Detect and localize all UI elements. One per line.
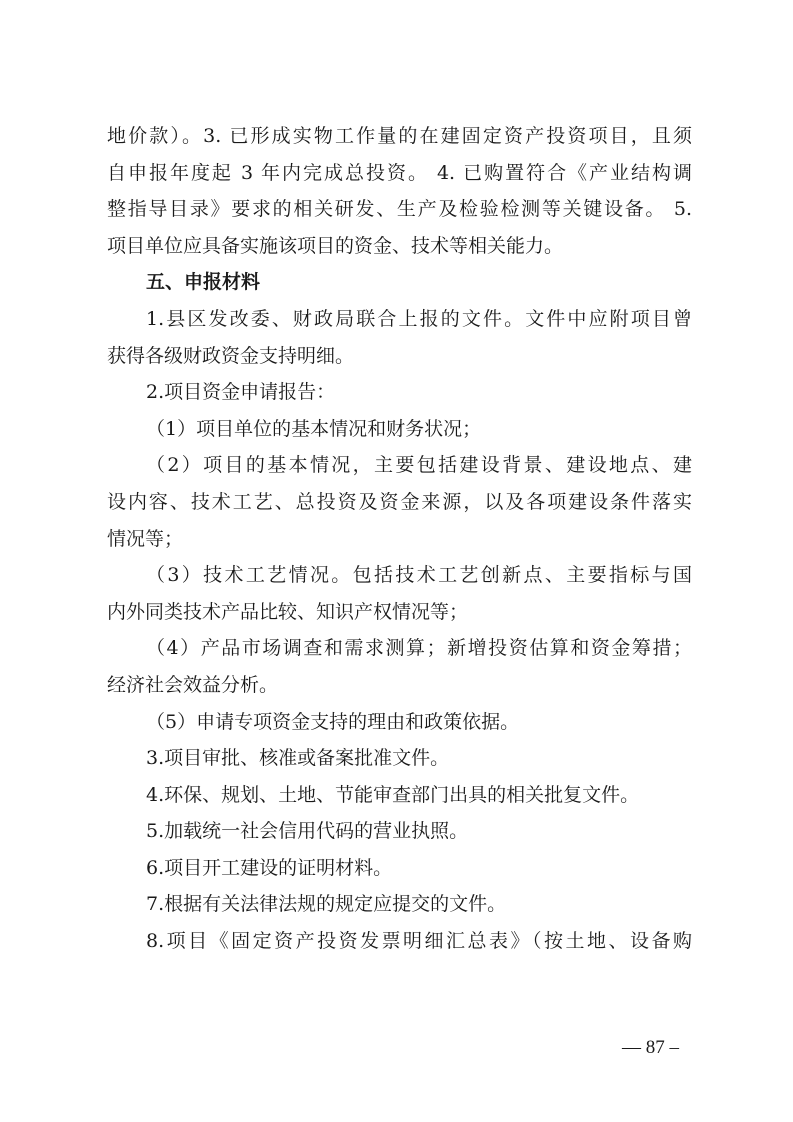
text-line: 情况等；: [107, 527, 184, 550]
body-text: [107, 118, 692, 960]
text-line: 7.根据有关法律法规的规定应提交的文件。: [146, 893, 507, 916]
text-line: 获得各级财政资金支持明细。: [107, 344, 355, 367]
text-line: （5）申请专项资金支持的理由和政策依据。: [146, 710, 520, 733]
text-line: 地价款）。3. 已形成实物工作量的在建固定资产投资项目，且须: [107, 125, 692, 147]
text-line: 项目单位应具备实施该项目的资金、技术等相关能力。: [107, 234, 564, 257]
text-line: 整指导目录》要求的相关研发、生产及检验检测等关键设备。 5.: [107, 198, 692, 221]
text-line: （4）产品市场调查和需求测算；新增投资估算和资金筹措；: [146, 637, 692, 660]
text-line: （1）项目单位的基本情况和财务状况；: [146, 417, 482, 440]
text-line: 4.环保、规划、土地、节能审查部门出具的相关批复文件。: [146, 783, 640, 806]
text-line: 经济社会效益分析。: [107, 673, 279, 696]
section-heading: 五、申报材料: [146, 271, 261, 294]
text-line: 8.项目《固定资产投资发票明细汇总表》（按土地、设备购: [146, 930, 692, 953]
text-line: 内外同类技术产品比较、知识产权情况等；: [107, 600, 469, 623]
text-line: 3.项目审批、核准或备案批准文件。: [146, 747, 450, 770]
text-line: 自申报年度起 3 年内完成总投资。 4. 已购置符合《产业结构调: [107, 161, 692, 184]
text-line: （2）项目的基本情况，主要包括建设背景、建设地点、建: [146, 454, 692, 477]
text-line: 6.项目开工建设的证明材料。: [146, 856, 393, 879]
text-line: 2.项目资金申请报告：: [146, 381, 336, 404]
text-line: （3）技术工艺情况。包括技术工艺创新点、主要指标与国: [146, 564, 692, 587]
text-line: 1.县区发改委、财政局联合上报的文件。文件中应附项目曾: [146, 307, 692, 330]
page-number: — 87 –: [622, 1037, 679, 1058]
text-line: 设内容、技术工艺、总投资及资金来源，以及各项建设条件落实: [107, 490, 692, 513]
text-line: 5.加载统一社会信用代码的营业执照。: [146, 820, 469, 843]
